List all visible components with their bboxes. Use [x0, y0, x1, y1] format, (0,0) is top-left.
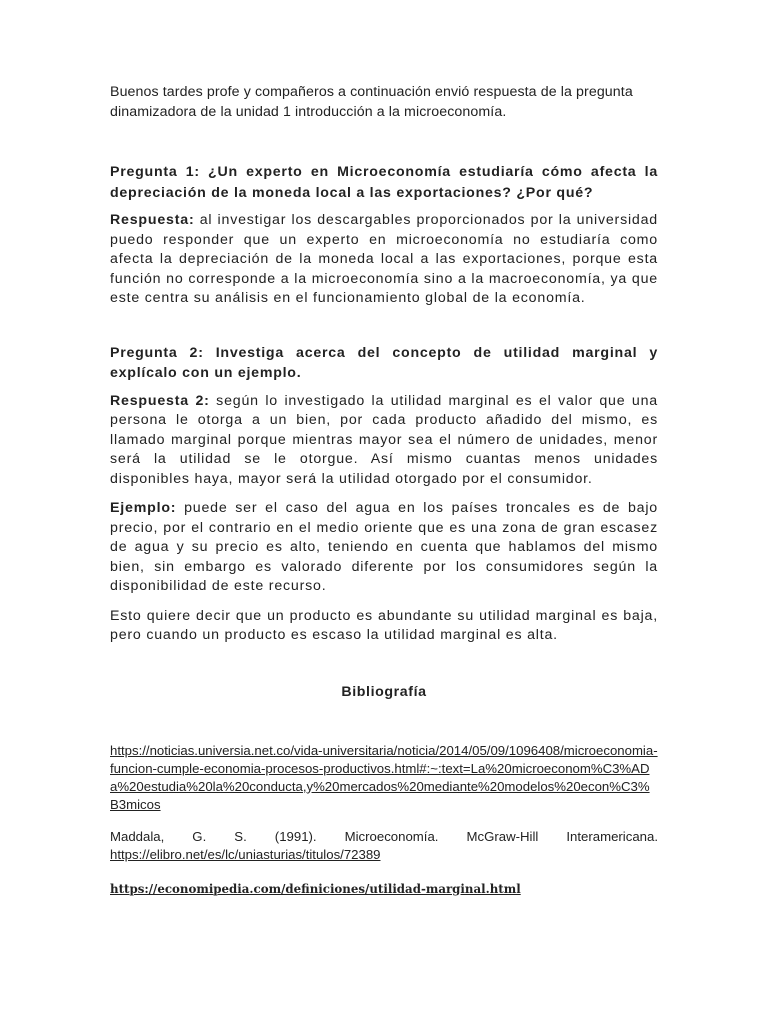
answer-2-label: Respuesta 2:	[110, 392, 210, 409]
question-1: Pregunta 1: ¿Un experto en Microeconomía estudiaría cómo afecta la depreciación de la moneda local a las exportaciones? ¿Por qué?	[110, 164, 658, 201]
document-page	[110, 82, 658, 909]
example-label: Ejemplo:	[110, 500, 177, 516]
answer-1-label: Respuesta:	[110, 212, 195, 228]
answer-2	[110, 392, 658, 490]
reference-link-economipedia[interactable]: https://economipedia.com/definiciones/utilidad-marginal.html	[110, 881, 521, 896]
bibliography-title: Bibliografía	[341, 683, 427, 700]
example-paragraph	[110, 499, 658, 597]
reference-maddala-text: Maddala, G. S. (1991). Microeconomía. McGraw-Hill Interamericana.	[110, 828, 658, 844]
intro-paragraph: Buenos tardes profe y compañeros a continuación envió respuesta de la pregunta dinamizadora de la unidad 1 introducción a la microeconomía.	[110, 84, 633, 120]
reference-link-elibro[interactable]: https://elibro.net/es/lc/uniasturias/titulos/72389	[110, 846, 381, 862]
answer-2-text: según lo investigado la utilidad marginal es el valor que una persona le otorga a un bien, por cada producto añadido del mismo, es llamado marginal porque mientras mayor sea el número de unidades, menor será la utilidad se le otorgue. Así mismo cuantas menos unidades disponibles haya, mayor será la utilidad otorgado por el consumidor.	[110, 392, 658, 487]
answer-1	[110, 211, 658, 309]
reference-maddala	[110, 828, 658, 864]
reference-link-universia[interactable]: https://noticias.universia.net.co/vida-universitaria/noticia/2014/05/09/1096408/microeconomia-funcion-cumple-economia-procesos-productivos.html#:~:text=La%20microeconom%C3%ADa%20estudia%20la%20conducta,y%20mercados%20mediante%20modelos%20econ%C3%B3micos	[110, 742, 658, 812]
answer-1-text: al investigar los descargables proporcionados por la universidad puedo responder que un experto en microeconomía no estudiaría como afecta la depreciación de la moneda local a las exportaciones, porque esta función no corresponde a la microeconomía sino a la macroeconomía, ya que este centra su análisis en el funcionamiento global de la economía.	[110, 212, 658, 306]
example-text: puede ser el caso del agua en los países troncales es de bajo precio, por el contrario en el medio oriente que es una zona de gran escasez de agua y su precio es alto, teniendo en cuenta que hablamos del mismo bien, sin embargo es valorado diferente por los consumidores según la disponibilidad de este recurso.	[110, 500, 658, 594]
conclusion-paragraph: Esto quiere decir que un producto es abundante su utilidad marginal es baja, pero cuando un producto es escaso la utilidad marginal es alta.	[110, 607, 658, 643]
question-2: Pregunta 2: Investiga acerca del concepto de utilidad marginal y explícalo con un ejemplo.	[110, 344, 658, 381]
